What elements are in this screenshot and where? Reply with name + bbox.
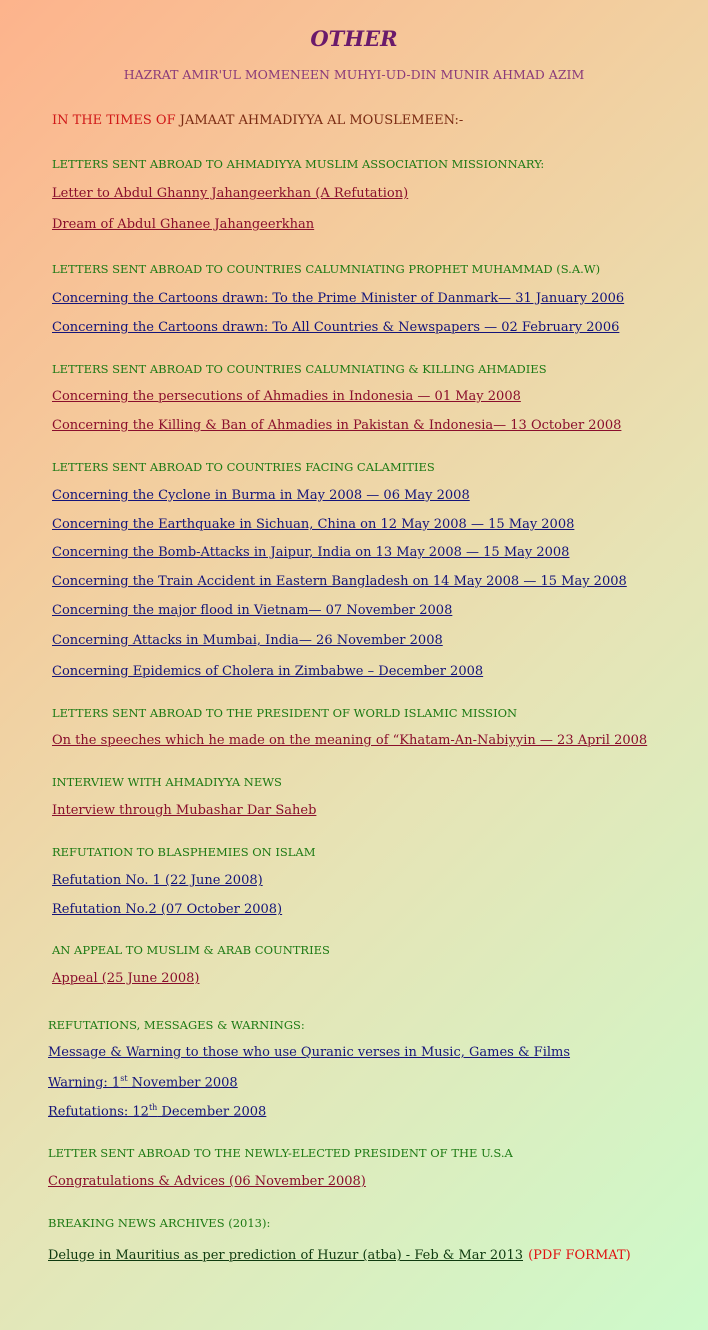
link-cartoons-all-countries[interactable]: Concerning the Cartoons drawn: To All Countries & Newspapers — 02 February 2006 [52, 320, 620, 335]
refutations-sup: th [148, 1103, 158, 1112]
page-title: OTHER [310, 26, 398, 51]
link-flood-vietnam[interactable]: Concerning the major flood in Vietnam— 07 November 2008 [52, 603, 453, 618]
section-heading-refutations-messages: REFUTATIONS, MESSAGES & WARNINGS: [48, 1018, 305, 1032]
link-cartoons-danmark[interactable]: Concerning the Cartoons drawn: To the Prime Minister of Danmark— 31 January 2006 [52, 291, 625, 306]
link-bomb-attacks-jaipur[interactable]: Concerning the Bomb-Attacks in Jaipur, India on 13 May 2008 — 15 May 2008 [52, 545, 570, 560]
link-dream-abdul-ghanee[interactable]: Dream of Abdul Ghanee Jahangeerkhan [52, 217, 315, 232]
section-heading-refutation-blasphemies: REFUTATION TO BLASPHEMIES ON ISLAM [52, 845, 316, 859]
times-name: JAMAAT AHMADIYYA AL MOUSLEMEEN:- [179, 113, 464, 128]
link-earthquake-sichuan[interactable]: Concerning the Earthquake in Sichuan, China on 12 May 2008 — 15 May 2008 [52, 517, 575, 532]
warning-text: Warning: 1 [48, 1075, 121, 1091]
link-cholera-zimbabwe[interactable]: Concerning Epidemics of Cholera in Zimbabwe – December 2008 [52, 664, 484, 679]
warning-date: November 2008 [127, 1075, 238, 1091]
link-letter-abdul-ghanny[interactable]: Letter to Abdul Ghanny Jahangeerkhan (A Refutation) [52, 186, 409, 201]
link-message-warning-quranic[interactable]: Message & Warning to those who use Quranic verses in Music, Games & Films [48, 1045, 571, 1060]
section-heading-president-usa: LETTER SENT ABROAD TO THE NEWLY-ELECTED PRESIDENT OF THE U.S.A [48, 1146, 513, 1160]
link-killing-ban-ahmadies[interactable]: Concerning the Killing & Ban of Ahmadies in Pakistan & Indonesia— 13 October 2008 [52, 418, 622, 433]
link-congratulations-advices[interactable]: Congratulations & Advices (06 November 2008) [48, 1174, 366, 1189]
times-lead: IN THE TIMES OF [52, 113, 176, 128]
link-refutation-2[interactable]: Refutation No.2 (07 October 2008) [52, 902, 283, 917]
link-appeal[interactable]: Appeal (25 June 2008) [52, 971, 200, 986]
link-attacks-mumbai[interactable]: Concerning Attacks in Mumbai, India— 26 November 2008 [52, 633, 443, 648]
section-heading-appeal: AN APPEAL TO MUSLIM & ARAB COUNTRIES [52, 943, 330, 957]
warning-sup: st [120, 1074, 128, 1083]
section-heading-calamities: LETTERS SENT ABROAD TO COUNTRIES FACING CALAMITIES [52, 460, 435, 474]
times-line [52, 113, 463, 128]
link-train-accident-bangladesh[interactable]: Concerning the Train Accident in Eastern Bangladesh on 14 May 2008 — 15 May 2008 [52, 574, 627, 589]
link-refutation-1[interactable]: Refutation No. 1 (22 June 2008) [52, 873, 263, 888]
section-heading-missionnary: LETTERS SENT ABROAD TO AHMADIYYA MUSLIM ASSOCIATION MISSIONNARY: [52, 157, 545, 171]
breaking-news-row [48, 1244, 631, 1263]
section-heading-breaking-news: BREAKING NEWS ARCHIVES (2013): [48, 1216, 271, 1230]
link-interview-mubashar[interactable]: Interview through Mubashar Dar Saheb [52, 803, 317, 818]
link-cyclone-burma[interactable]: Concerning the Cyclone in Burma in May 2008 — 06 May 2008 [52, 488, 470, 503]
section-heading-world-islamic-mission: LETTERS SENT ABROAD TO THE PRESIDENT OF WORLD ISLAMIC MISSION [52, 706, 518, 720]
link-persecutions-indonesia[interactable]: Concerning the persecutions of Ahmadies in Indonesia — 01 May 2008 [52, 389, 521, 404]
link-khatam-an-nabiyyin[interactable]: On the speeches which he made on the meaning of “Khatam-An-Nabiyyin — 23 April 2008 [52, 733, 648, 748]
section-heading-calumniating-prophet: LETTERS SENT ABROAD TO COUNTRIES CALUMNIATING PROPHET MUHAMMAD (S.A.W) [52, 262, 601, 276]
link-refutations-12th-december[interactable] [48, 1103, 266, 1119]
section-heading-interview: INTERVIEW WITH AHMADIYYA NEWS [52, 775, 282, 789]
refutations-text: Refutations: 12 [48, 1104, 149, 1120]
link-warning-1st-november[interactable] [48, 1074, 238, 1090]
pdf-format-label: (PDF FORMAT) [528, 1248, 631, 1263]
link-deluge-mauritius[interactable]: Deluge in Mauritius as per prediction of Huzur (atba) - Feb & Mar 2013 [48, 1248, 523, 1263]
refutations-date: December 2008 [157, 1104, 267, 1120]
page-subtitle: HAZRAT AMIR'UL MOMENEEN MUHYI-UD-DIN MUNIR AHMAD AZIM [123, 67, 585, 82]
section-heading-killing-ahmadies: LETTERS SENT ABROAD TO COUNTRIES CALUMNIATING & KILLING AHMADIES [52, 362, 547, 376]
